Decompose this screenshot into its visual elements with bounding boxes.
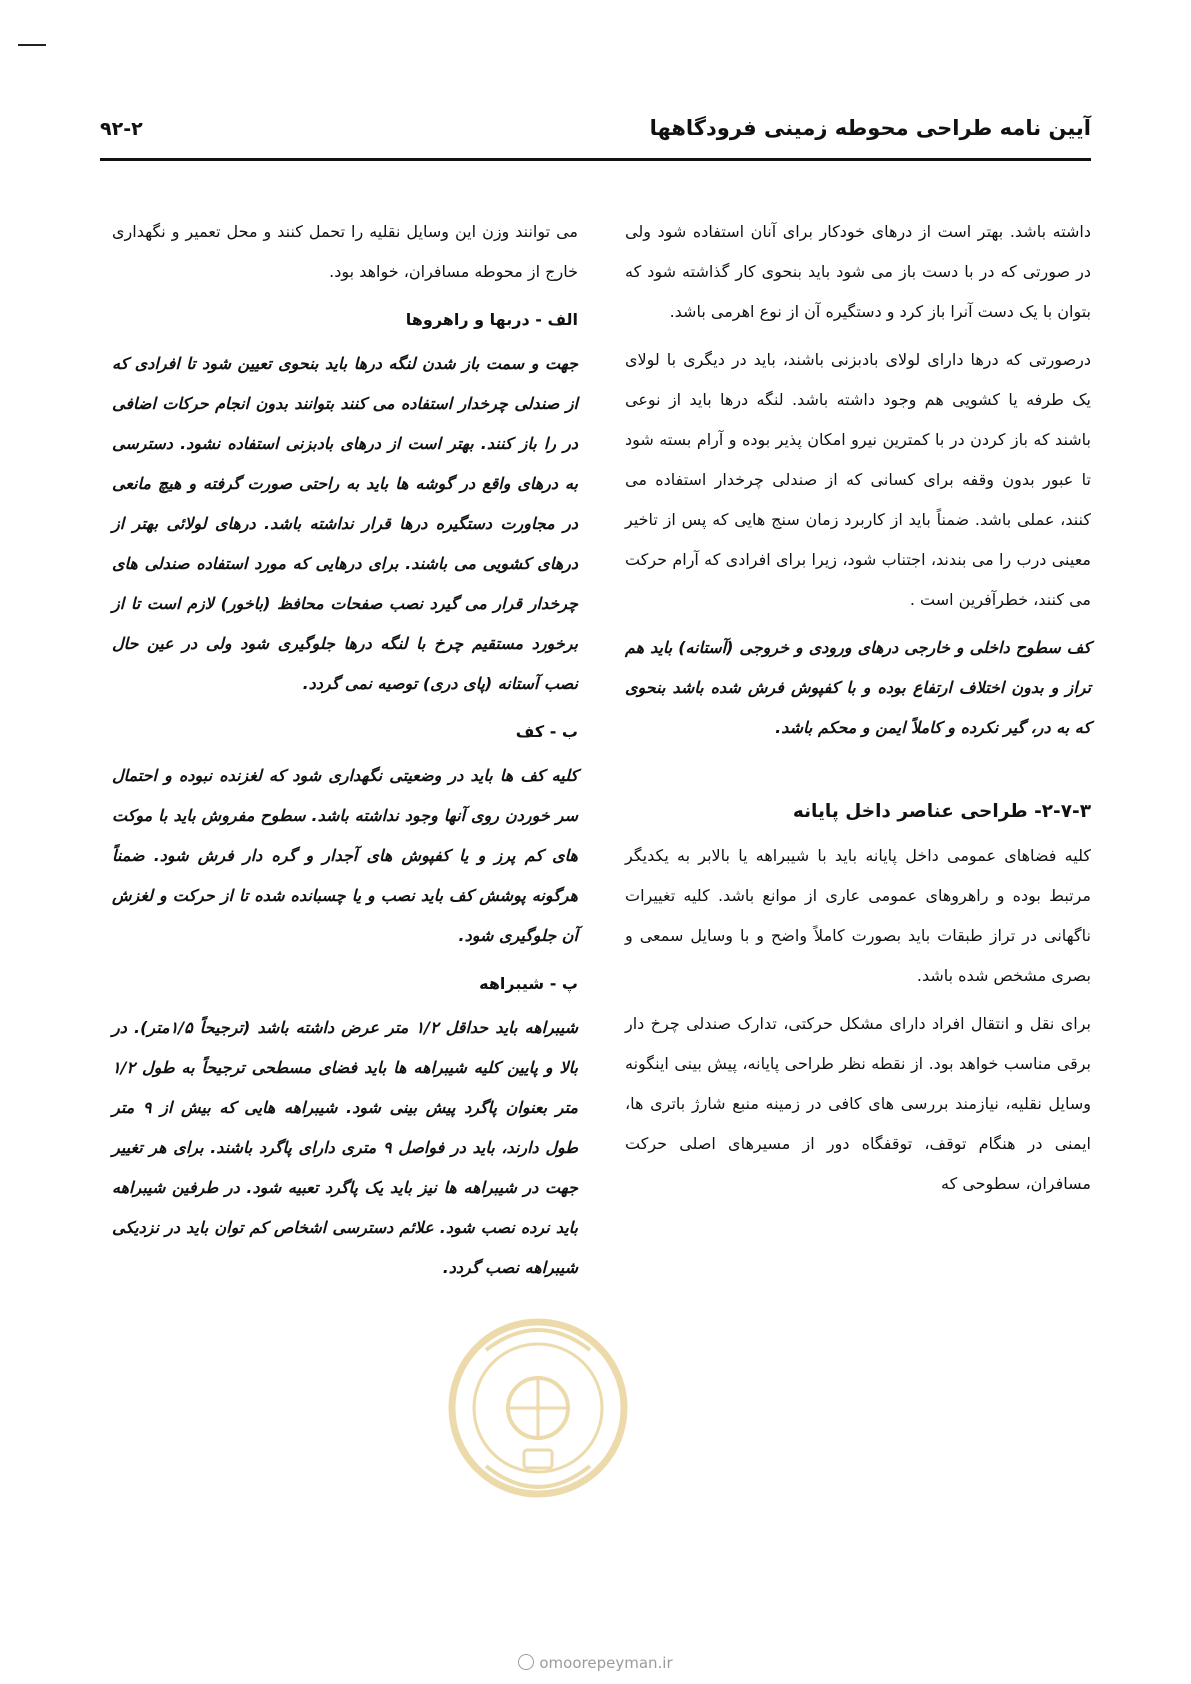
emphasized-paragraph: شیبراهه باید حداقل ۱/۲ متر عرض داشته باشد (ترجیحاً ۱/۵متر). در بالا و پایین کلیه شیبراهه ها باید فضای مسطحی ترجیحاً به طول ۱/۲ متر بعنوان پاگرد پیش بینی شود. شیبراهه هایی که بیش از ۹ متر طول دارند، باید در فواصل ۹ متری دارای پاگرد باشند. برای هر تغییر جهت در شیبراهه ها نیز باید یک پاگرد تعبیه شود. در طرفین شیبراهه باید نرده نصب شود. علائم دسترسی اشخاص کم توان باید در نزدیکی شیبراهه نصب گردد. [112,1018,579,1277]
section-heading: ۲-۷-۳- طراحی عناصر داخل پایانه [792,801,1091,822]
emphasized-paragraph: جهت و سمت باز شدن لنگه درها باید بنحوی تعیین شود تا افرادی که از صندلی چرخدار استفاده می کنند بتوانند بدون انجام حرکات اضافی در را باز کنند. بهتر است از درهای بادبزنی استفاده نشود. دسترسی به درهای واقع در گوشه ها باید به راحتی صورت گرفته و هیچ مانعی در مجاورت دستگیره درها قرار نداشته باشد. درهای لولائی بهتر از درهای کشویی می باشند. برای درهایی که مورد استفاده صندلی های چرخدار قرار می گیرد نصب صفحات محافظ (باخور) لازم است تا از برخورد مستقیم چرخ با لنگه درها جلوگیری شود ولی در عین حال نصب آستانه (پای دری) توصیه نمی گردد. [112,354,579,693]
subheading-ramp: پ - شیبراهه [479,974,578,993]
seal-watermark-icon [446,1300,630,1515]
paragraph: برای نقل و انتقال افراد دارای مشکل حرکتی، تدارک صندلی چرخ دار برقی مناسب خواهد بود. از نقطه نظر طراحی پایانه، پیش بینی اینگونه وسایل نقلیه، نیازمند بررسی های کافی در زمینه منبع شارژ باتری ها، ایمنی در هنگام توقف، توقفگاه دور از مسیرهای اصلی حرکت مسافران، سطوحی که [625,1014,1091,1193]
left-column [112,212,578,1296]
subheading-doors: الف - دربها و راهروها [405,310,578,329]
emphasized-paragraph: کلیه کف ها باید در وضعیتی نگهداری شود که لغزنده نبوده و احتمال سر خوردن روی آنها وجود نداشته باشد. سطوح مفروش باید با موکت های کم پرز و یا کفپوش های آجدار و گره دار فرش شود. ضمناً هرگونه پوشش کف باید نصب و یا چسبانده شده تا از حرکت و لغزش آن جلوگیری شود. [112,766,578,945]
right-column [625,212,1091,1212]
paragraph: می توانند وزن این وسایل نقلیه را تحمل کنند و محل تعمیر و نگهداری خارج از محوطه مسافران، خواهد بود. [112,222,578,281]
footer-url [0,1654,1191,1672]
paragraph: کلیه فضاهای عمومی داخل پایانه باید با شیبراهه یا بالابر به یکدیگر مرتبط بوده و راهروهای عمومی عاری از موانع باشد. کلیه تغییرات ناگهانی در تراز طبقات باید بصورت کاملاً واضح و با وسایل سمعی و بصری مشخص شده باشد. [625,846,1091,985]
subheading-floor: ب - کف [515,722,578,741]
corner-crop-mark [18,44,46,46]
document-title: آیین نامه طراحی محوطه زمینی فرودگاهها [649,116,1091,140]
footer-url-text: omoorepeyman.ir [539,1654,673,1672]
header-rule [100,158,1091,161]
copyright-icon [518,1654,534,1670]
paragraph: درصورتی که درها دارای لولای بادبزنی باشند، باید در دیگری با لولای یک طرفه یا کشویی هم وجود داشته باشد. لنگه درها باید از نوعی باشند که باز کردن در با کمترین نیرو امکان پذیر بوده و آرام بسته شود تا عبور بدون وقفه برای کسانی که از صندلی چرخدار استفاده می کنند، عملی باشد. ضمناً باید از کاربرد زمان سنج هایی که پس از تاخیر معینی درب را می بندند، اجتناب شود، زیرا برای افرادی که آرام حرکت می کنند، خطرآفرین است . [625,350,1091,609]
page-header [100,110,1091,154]
paragraph: داشته باشد. بهتر است از درهای خودکار برای آنان استفاده شود ولی در صورتی که در با دست باز می شود باید بنحوی کار گذاشته شود که بتوان با یک دست آنرا باز کرد و دستگیره آن از نوع اهرمی باشد. [625,222,1091,321]
page-number: ۹۲-۲ [100,118,143,140]
emphasized-paragraph: کف سطوح داخلی و خارجی درهای ورودی و خروجی (آستانه) باید هم تراز و بدون اختلاف ارتفاع بوده و با کفپوش فرش شده باشد بنحوی که به در، گیر نکرده و کاملاً ایمن و محکم باشد. [625,638,1091,737]
